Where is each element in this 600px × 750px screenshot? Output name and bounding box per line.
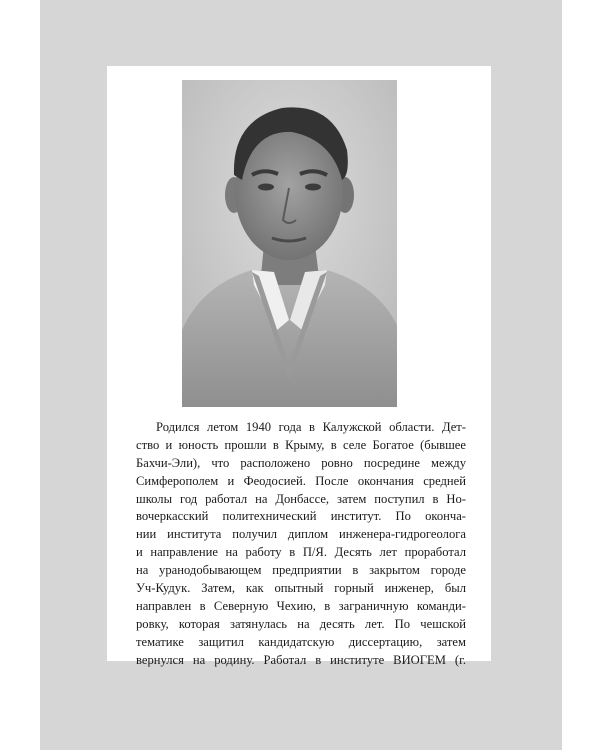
bio-line: Уч-Кудук. Затем, как опытный горный инженер, был bbox=[136, 581, 466, 596]
portrait-image bbox=[182, 80, 397, 407]
bio-line: на уранодобывающем предприятии в закрытом городе bbox=[136, 563, 466, 578]
bio-line: вернулся на родину. Работал в институте ВИОГЕМ (г. bbox=[136, 652, 466, 667]
document-page bbox=[107, 66, 491, 667]
bio-line: направлен в Северную Чехию, в заграничную команди- bbox=[136, 598, 466, 613]
bio-line: вочеркасский политехнический институт. По оконча- bbox=[136, 509, 466, 524]
bio-line: ровку, которая затянулась на десять лет. По чешской bbox=[136, 616, 466, 631]
bio-line: ство и юность прошли в Крыму, в селе Богатое (бывшее bbox=[136, 437, 466, 452]
bio-line: тематике защитил кандидатскую диссертацию, затем bbox=[136, 634, 466, 649]
bio-line: нии института получил диплом инженера-гидрогеолога bbox=[136, 527, 466, 542]
author-portrait bbox=[182, 80, 397, 407]
bio-line: Симферополем и Феодосией. После окончания средней bbox=[136, 473, 466, 488]
bio-line: Бахчи-Эли), что расположено ровно посредине между bbox=[136, 455, 466, 470]
biography-text bbox=[136, 419, 466, 669]
bio-line: Родился летом 1940 года в Калужской области. Дет- bbox=[156, 420, 466, 434]
bio-line: школы год работал на Донбассе, затем поступил в Но- bbox=[136, 491, 466, 506]
bio-line: и направление на работу в П/Я. Десять лет проработал bbox=[136, 545, 466, 560]
